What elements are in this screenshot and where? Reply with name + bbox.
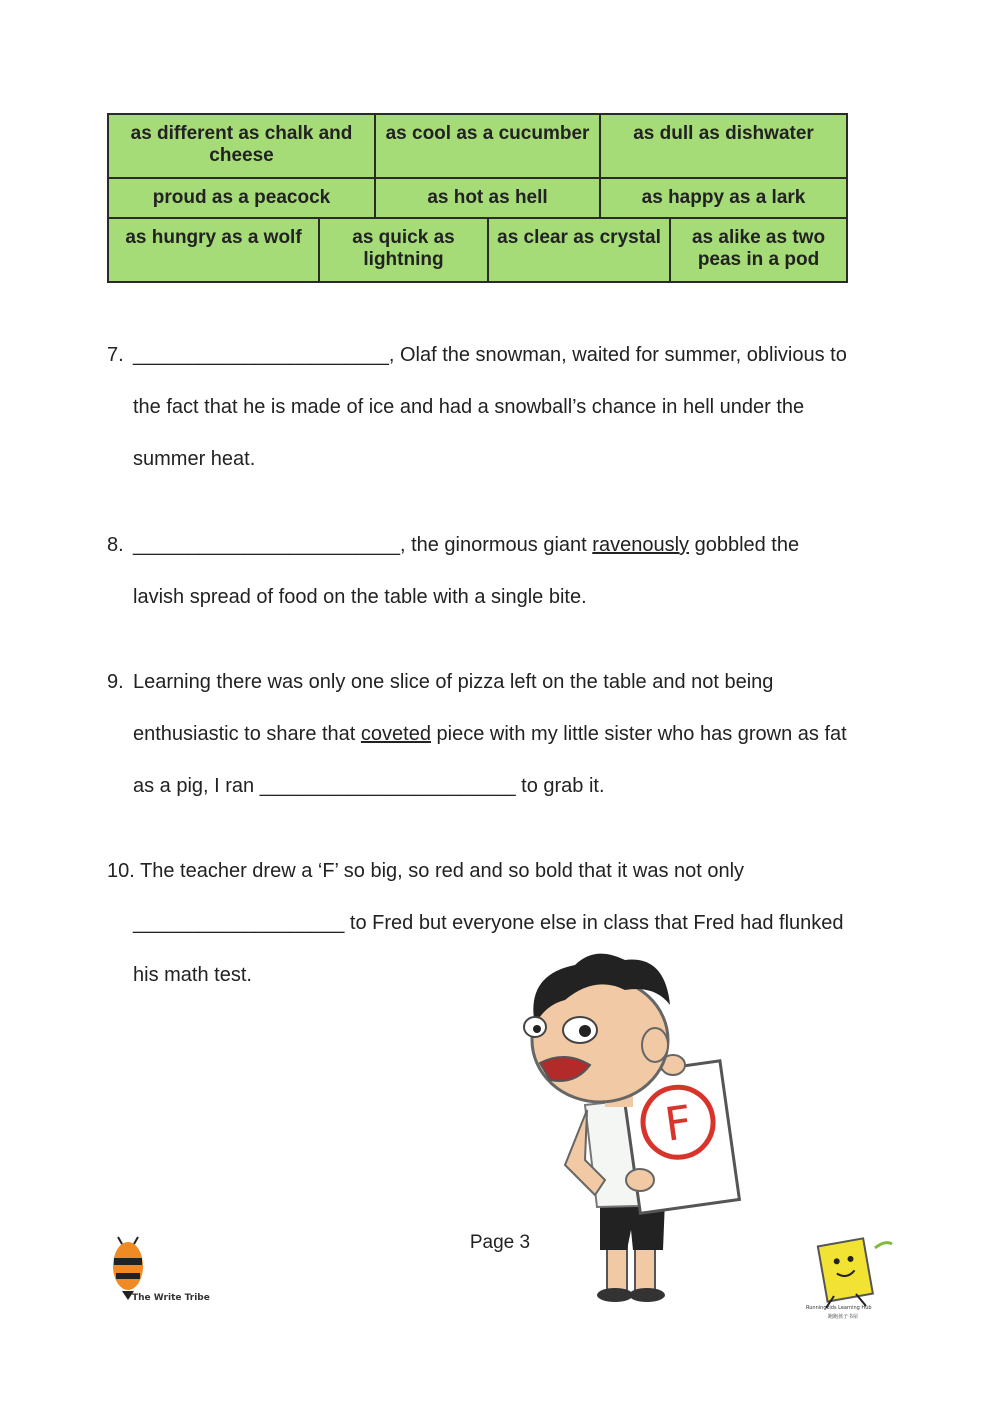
- question-text: the fact that he is made of ice and had a snowball’s chance in hell under the: [133, 396, 805, 418]
- question-number: 7.: [107, 344, 124, 366]
- question-text: to Fred but everyone else in class that Fred had flunked: [344, 912, 844, 934]
- answer-blank[interactable]: ________________________: [133, 534, 400, 556]
- question-text: , the ginormous giant: [399, 534, 593, 556]
- question-text: Learning there was only one slice of pizza left on the table and not being: [133, 671, 774, 693]
- answer-blank[interactable]: _______________________: [259, 775, 516, 797]
- answer-blank[interactable]: _______________________: [133, 344, 389, 366]
- word-bank-row: [108, 114, 847, 178]
- word-bank-cell: proud as a peacock: [108, 178, 375, 218]
- question-text: to grab it.: [515, 775, 605, 797]
- question-text: , Olaf the snowman, waited for summer, oblivious to: [388, 344, 847, 366]
- runningkids-logo-subtext: 跑跑孩子书屋: [828, 1314, 859, 1320]
- word-bank-cell: as quick as lightning: [319, 218, 488, 282]
- word-bank-row: [108, 178, 847, 218]
- question-number: 10.: [107, 860, 135, 882]
- word-bank-row: [108, 218, 847, 282]
- question-number: 9.: [107, 671, 124, 693]
- question-text: piece with my little sister who has grown as fat: [430, 723, 847, 745]
- question-text: as a pig, I ran: [133, 775, 260, 797]
- word-bank-cell: as alike as two peas in a pod: [670, 218, 847, 282]
- page-number: Page 3: [469, 1232, 531, 1253]
- word-bank-cell: as hot as hell: [375, 178, 600, 218]
- question-text: enthusiastic to share that: [133, 723, 361, 745]
- grade-letter: F: [661, 1094, 696, 1152]
- underlined-word: ravenously: [592, 534, 690, 556]
- word-bank-cell: as clear as crystal: [488, 218, 670, 282]
- question-text: gobbled the: [689, 534, 800, 556]
- question-number: 8.: [107, 534, 124, 556]
- runningkids-logo-text: Runningkids Learning Hub: [806, 1305, 872, 1311]
- write-tribe-logo-text: The Write Tribe: [132, 1293, 210, 1303]
- underlined-word: coveted: [360, 723, 431, 745]
- word-bank-table: [107, 113, 848, 283]
- question-text: his math test.: [133, 964, 252, 986]
- word-bank-cell: as different as chalk and cheese: [108, 114, 375, 178]
- word-bank-cell: as cool as a cucumber: [375, 114, 600, 178]
- answer-blank[interactable]: ___________________: [133, 912, 345, 934]
- question-text: The teacher drew a ‘F’ so big, so red and so bold that it was not only: [140, 860, 745, 882]
- word-bank-cell: as happy as a lark: [600, 178, 847, 218]
- question-text: lavish spread of food on the table with a single bite.: [133, 586, 587, 608]
- word-bank-cell: as dull as dishwater: [600, 114, 847, 178]
- question-text: summer heat.: [133, 448, 256, 470]
- word-bank-cell: as hungry as a wolf: [108, 218, 319, 282]
